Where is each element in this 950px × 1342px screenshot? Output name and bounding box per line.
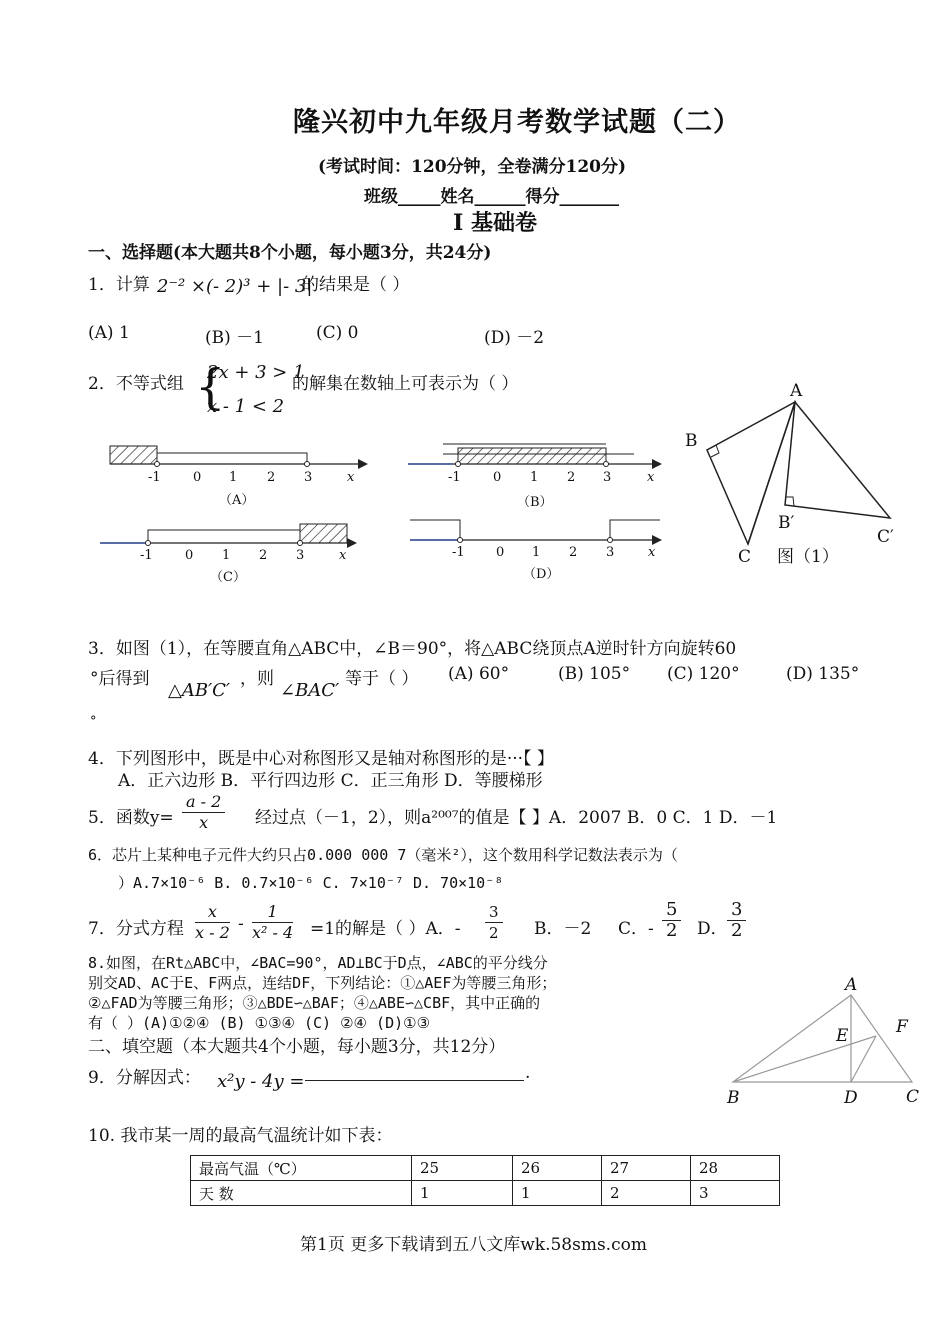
q7-ans-a-numerator: 3	[485, 902, 503, 923]
table-cell: 28	[691, 1156, 780, 1181]
table-cell: 26	[513, 1156, 602, 1181]
q3-expr-angle: ∠BAC′	[280, 680, 340, 701]
q6-line1: 6．芯片上某种电子元件大约只占0.000 000 7（毫米²），这个数用科学记数法表示为（	[88, 846, 678, 864]
fig1-label-c-prime: C′	[877, 527, 894, 547]
q7-ans-d-denominator: 2	[731, 920, 743, 941]
q8-line1: 8.如图，在Rt△ABC中，∠BAC=90°，AD⊥BC于D点，∠ABC的平分线分	[88, 954, 548, 972]
q7-ans-c-numerator: 5	[662, 900, 681, 921]
q7-fraction-1	[193, 902, 232, 943]
q1-prefix: 1．计算	[88, 275, 150, 295]
q1-option-a: (A) 1	[88, 323, 130, 343]
table-row	[191, 1181, 780, 1206]
line-d-tick-2: 2	[569, 545, 578, 560]
exam-info: (考试时间：120分钟，全卷满分120分)	[318, 157, 627, 177]
line-c-tick-3: 3	[296, 548, 305, 563]
q8-line3: ②△FAD为等腰三角形；③△BDE∽△BAF；④△ABE∽△CBF，其中正确的	[88, 994, 541, 1012]
page-footer: 第1页 更多下载请到五八文库wk.58sms.com	[300, 1235, 647, 1255]
line-c-tick-1: 1	[222, 548, 231, 563]
fig2-label-f: F	[896, 1017, 908, 1037]
table-cell: 1	[513, 1181, 602, 1206]
q7-answer-d	[725, 900, 748, 941]
line-b-tick-2: 2	[567, 470, 576, 485]
q7-minus: -	[238, 914, 244, 934]
line-d-tick-0: 0	[496, 545, 505, 560]
line-a-tick-1: 1	[229, 470, 238, 485]
q7-mid: =1的解是（ ）A．-	[310, 919, 461, 939]
q1-option-c: (C) 0	[316, 323, 359, 343]
fig2-label-e: E	[836, 1026, 849, 1046]
q3-option-b: (B) 105°	[558, 664, 631, 684]
fig1-label-b: B	[685, 431, 698, 451]
line-c-axis-x: x	[339, 548, 347, 563]
table-cell: 最高气温（℃）	[191, 1156, 412, 1181]
table-cell: 天 数	[191, 1181, 412, 1206]
line-b-tick-3: 3	[603, 470, 612, 485]
table-cell: 27	[602, 1156, 691, 1181]
q9-prefix: 9．分解因式：	[88, 1068, 201, 1088]
table-cell: 2	[602, 1181, 691, 1206]
q2-inequality-2: x - 1 < 2	[207, 396, 285, 417]
q9-answer-blank[interactable]	[305, 1080, 524, 1081]
q1-option-d: (D) －2	[484, 328, 545, 348]
line-c-tick-0: 0	[185, 548, 194, 563]
number-line-c	[100, 524, 357, 548]
line-c-tick-2: 2	[259, 548, 268, 563]
q7-option-d: D．	[697, 919, 728, 939]
q3-line3: °	[90, 714, 97, 729]
q3-line2-a: °后得到	[90, 669, 150, 689]
line-b-tick-1: 1	[530, 470, 539, 485]
q3-option-d: (D) 135°	[786, 664, 860, 684]
figure-1-triangles	[707, 402, 890, 544]
q7-option-c: C．-	[618, 919, 654, 939]
section-title: I 基础卷	[453, 210, 537, 236]
q8-line2: 别交AD、AC于E、F两点，连结DF，下列结论：①△AEF为等腰三角形；	[88, 974, 557, 992]
line-a-tick-3: 3	[304, 470, 313, 485]
q1-suffix: 的结果是（ ）	[302, 275, 410, 295]
line-d-axis-x: x	[648, 545, 656, 560]
fig1-label-a: A	[790, 381, 803, 401]
table-cell: 1	[412, 1181, 513, 1206]
line-d-tick-3: 3	[606, 545, 615, 560]
q2-brace: {	[195, 359, 226, 415]
q9-expression: x²y - 4y =	[217, 1071, 305, 1092]
fig2-label-d: D	[844, 1088, 858, 1108]
q6-line2: ）A.7×10⁻⁶ B. 0.7×10⁻⁶ C. 7×10⁻⁷ D. 70×10⁻⁸	[118, 874, 504, 892]
q1-expression: 2⁻² ×(- 2)³ + |- 3|	[157, 276, 313, 297]
fig2-label-b: B	[727, 1088, 740, 1108]
line-a-tick-neg1: -1	[148, 470, 161, 485]
q2-inequality-1: 2x + 3 > 1	[207, 362, 305, 383]
figure-2-triangle	[733, 995, 912, 1082]
q3-expr-triangle: △AB′C′	[168, 680, 231, 701]
q7-f1-denominator: x - 2	[195, 923, 230, 942]
q7-ans-c-denominator: 2	[666, 920, 678, 941]
q7-prefix: 7．分式方程	[88, 919, 184, 939]
line-d-tick-1: 1	[532, 545, 541, 560]
line-c-caption: （C）	[210, 570, 246, 585]
fig1-label-b-prime: B′	[778, 513, 795, 533]
number-line-a	[110, 446, 368, 469]
section1-heading: 一、选择题(本大题共8个小题，每小题3分，共24分)	[88, 243, 492, 263]
line-d-tick-neg1: -1	[452, 545, 465, 560]
line-b-caption: （B）	[517, 495, 553, 510]
fig2-label-c: C	[906, 1087, 920, 1107]
q5-denominator: x	[199, 813, 209, 832]
q7-f1-numerator: x	[195, 902, 230, 923]
line-b-tick-0: 0	[493, 470, 502, 485]
q9-suffix: .	[525, 1063, 531, 1083]
line-b-axis-x: x	[647, 470, 655, 485]
q5-suffix: 经过点（－1，2），则a²⁰⁰⁷的值是【 】A．2007 B．0 C．1 D．－1	[255, 808, 778, 828]
line-a-caption: （A）	[219, 493, 255, 508]
q10-stem: 10. 我市某一周的最高气温统计如下表：	[88, 1126, 393, 1146]
line-a-tick-0: 0	[193, 470, 202, 485]
q3-option-a: (A) 60°	[448, 664, 510, 684]
q7-fraction-2	[250, 902, 295, 943]
q4-options: A．正六边形 B．平行四边形 C．正三角形 D．等腰梯形	[118, 771, 543, 791]
q7-f2-denominator: x² - 4	[252, 923, 294, 942]
q3-option-c: (C) 120°	[667, 664, 740, 684]
table-row	[191, 1156, 780, 1181]
line-a-tick-2: 2	[267, 470, 276, 485]
q8-line4: 有（ ）(A)①②④ (B) ①③④ (C) ②④ (D)①③	[88, 1014, 431, 1032]
q7-ans-a-denominator: 2	[489, 924, 499, 942]
line-a-axis-x: x	[347, 470, 355, 485]
line-c-tick-neg1: -1	[140, 548, 153, 563]
table-cell: 25	[412, 1156, 513, 1181]
section2-heading: 二、填空题（本大题共4个小题，每小题3分，共12分）	[88, 1037, 506, 1057]
number-line-b	[408, 444, 662, 469]
number-line-d	[410, 520, 662, 545]
q3-line2-b: ，则	[240, 669, 274, 689]
q2-prefix: 2．不等式组	[88, 374, 184, 394]
page-title: 隆兴初中九年级月考数学试题（二）	[293, 107, 741, 138]
q1-option-b: (B) －1	[205, 328, 264, 348]
q5-numerator: a - 2	[182, 792, 225, 813]
fig2-label-a: A	[845, 975, 858, 995]
q3-line2-c: 等于（ ）	[345, 669, 419, 689]
line-b-tick-neg1: -1	[448, 470, 461, 485]
q7-answer-a	[483, 902, 505, 943]
q5-prefix: 5．函数y=	[88, 808, 174, 828]
q7-ans-d-numerator: 3	[727, 900, 746, 921]
q3-line1: 3．如图（1），在等腰直角△ABC中，∠B＝90°，将△ABC绕顶点A逆时针方向旋转60	[88, 639, 737, 659]
temperature-table	[190, 1155, 780, 1206]
student-info-line: 班级_____姓名______得分_______	[364, 187, 619, 207]
q4-stem: 4．下列图形中，既是中心对称图形又是轴对称图形的是···【 】	[88, 749, 554, 769]
fig1-caption: 图（1）	[777, 547, 839, 567]
q7-f2-numerator: 1	[252, 902, 293, 923]
q7-option-b: B．－2	[534, 919, 592, 939]
line-d-caption: （D）	[523, 567, 560, 582]
q2-suffix: 的解集在数轴上可表示为（ ）	[292, 374, 519, 394]
q5-fraction	[180, 792, 227, 833]
q7-answer-c	[660, 900, 683, 941]
table-cell: 3	[691, 1181, 780, 1206]
fig1-label-c: C	[738, 547, 752, 567]
